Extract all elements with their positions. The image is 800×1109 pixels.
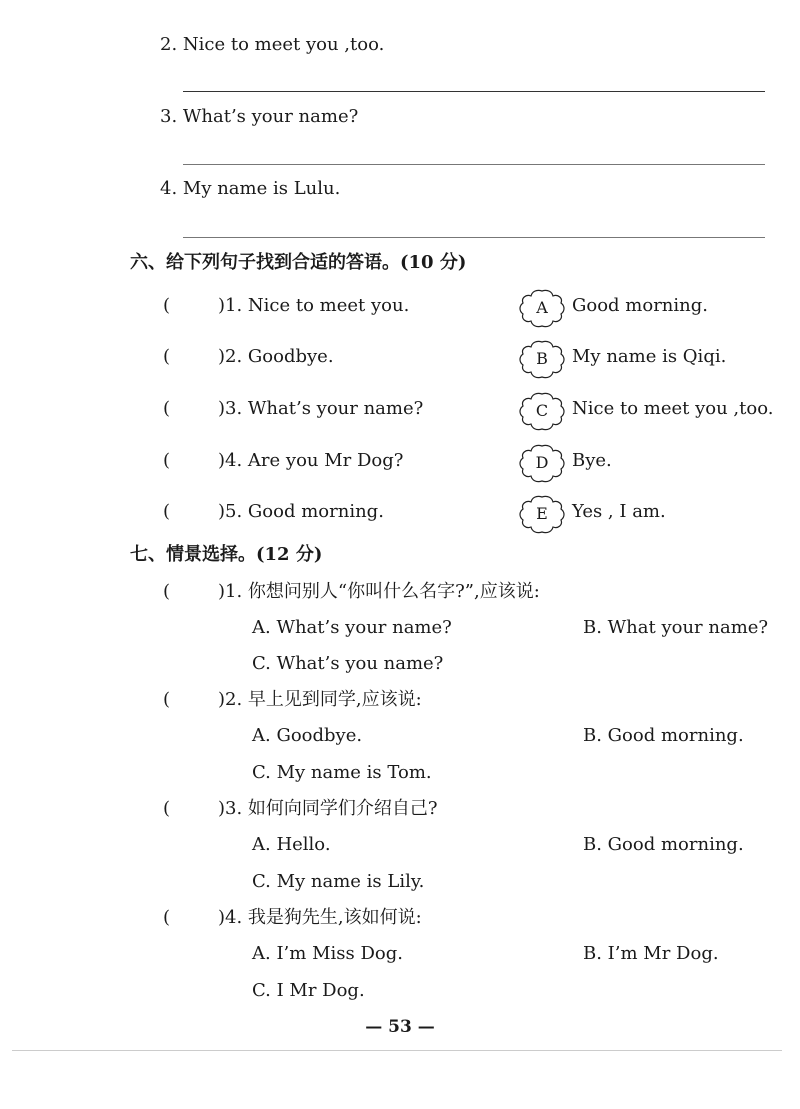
choice-option-a: A. Hello. (252, 834, 331, 855)
choice-option-c: C. What’s you name? (252, 653, 444, 674)
answer-paren[interactable]: ( (163, 907, 171, 928)
answer-line[interactable] (183, 237, 765, 238)
flower-letter: C (535, 401, 549, 420)
writing-prompt-2: 2. Nice to meet you ,too. (160, 34, 385, 55)
choice-option-b: B. I’m Mr Dog. (583, 943, 719, 964)
choice-option-c: C. I Mr Dog. (252, 980, 365, 1001)
choice-option-a: A. I’m Miss Dog. (252, 943, 403, 964)
bottom-divider (12, 1050, 782, 1051)
answer-paren[interactable]: ( (163, 295, 171, 316)
answer-paren[interactable]: ( (163, 689, 171, 710)
match-answer-b: My name is Qiqi. (572, 346, 727, 367)
flower-badge-c (518, 391, 566, 431)
answer-paren[interactable]: ( (163, 581, 171, 602)
match-question-4: )4. Are you Mr Dog? (218, 450, 404, 471)
match-question-5: )5. Good morning. (218, 501, 384, 522)
match-question-2: )2. Goodbye. (218, 346, 334, 367)
answer-line[interactable] (183, 164, 765, 165)
flower-letter: A (536, 298, 548, 317)
answer-paren[interactable]: ( (163, 450, 171, 471)
answer-paren[interactable]: ( (163, 398, 171, 419)
flower-badge-d (518, 443, 566, 483)
flower-badge-e (518, 494, 566, 534)
match-answer-e: Yes , I am. (572, 501, 666, 522)
match-question-1: )1. Nice to meet you. (218, 295, 410, 316)
choice-question-1: )1. 你想问别人“你叫什么名字?”,应该说: (218, 581, 540, 602)
match-answer-a: Good morning. (572, 295, 708, 316)
choice-question-2: )2. 早上见到同学,应该说: (218, 689, 422, 710)
flower-letter: D (535, 453, 549, 472)
choice-option-c: C. My name is Tom. (252, 762, 432, 783)
flower-badge-a (518, 288, 566, 328)
flower-letter: E (536, 504, 548, 523)
answer-paren[interactable]: ( (163, 501, 171, 522)
match-answer-c: Nice to meet you ,too. (572, 398, 774, 419)
match-question-3: )3. What’s your name? (218, 398, 424, 419)
answer-line[interactable] (183, 91, 765, 92)
flower-badge-b (518, 339, 566, 379)
choice-option-a: A. What’s your name? (252, 617, 452, 638)
choice-option-a: A. Goodbye. (252, 725, 363, 746)
answer-paren[interactable]: ( (163, 346, 171, 367)
flower-letter: B (536, 349, 548, 368)
page-number: — 53 — (365, 1017, 435, 1037)
writing-prompt-3: 3. What’s your name? (160, 106, 359, 127)
writing-prompt-4: 4. My name is Lulu. (160, 178, 341, 199)
answer-paren[interactable]: ( (163, 798, 171, 819)
choice-question-4: )4. 我是狗先生,该如何说: (218, 907, 422, 928)
choice-option-b: B. Good morning. (583, 834, 744, 855)
section-six-title: 六、给下列句子找到合适的答语。(10 分) (130, 252, 467, 273)
choice-option-c: C. My name is Lily. (252, 871, 425, 892)
choice-question-3: )3. 如何向同学们介绍自己? (218, 798, 438, 819)
choice-option-b: B. What your name? (583, 617, 769, 638)
match-answer-d: Bye. (572, 450, 612, 471)
section-seven-title: 七、情景选择。(12 分) (130, 544, 323, 565)
choice-option-b: B. Good morning. (583, 725, 744, 746)
